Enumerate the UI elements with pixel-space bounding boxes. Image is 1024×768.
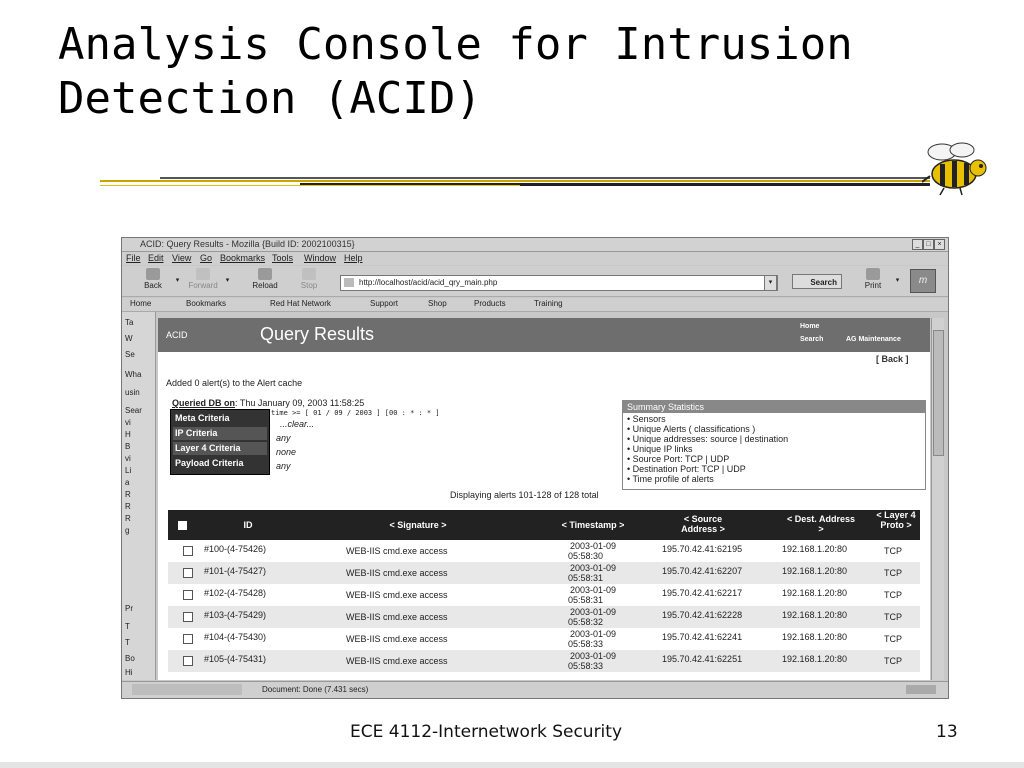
- browser-sidebar: [122, 312, 156, 680]
- alert-id-link[interactable]: #105-(4-75431): [204, 654, 267, 664]
- yellow-jacket-bee-icon: [922, 140, 988, 196]
- menu-file[interactable]: File: [126, 253, 141, 263]
- bookmarks-toolbar: [122, 298, 948, 312]
- menu-go[interactable]: Go: [200, 253, 213, 263]
- alert-id-link[interactable]: #104-(4-75430): [204, 632, 267, 642]
- menu-bookmarks[interactable]: Bookmarks: [220, 253, 266, 263]
- bookmark-shop[interactable]: Shop: [428, 299, 447, 308]
- reload-icon: [258, 268, 272, 280]
- summary-statistics-panel: [622, 400, 926, 490]
- sidebar-item[interactable]: T: [125, 622, 130, 631]
- sidebar-tab-label[interactable]: Ta: [125, 318, 134, 327]
- sidebar-item: usin: [125, 388, 140, 397]
- signature-link[interactable]: WEB-IIS cmd.exe access: [346, 634, 448, 644]
- sidebar-item[interactable]: Bo: [125, 654, 135, 663]
- bookmark-training[interactable]: Training: [534, 299, 563, 308]
- search-button[interactable]: [792, 274, 842, 289]
- timestamp-date: 2003-01-09: [570, 585, 617, 595]
- col-timestamp[interactable]: < Timestamp >: [561, 520, 625, 530]
- sidebar-item[interactable]: Se: [125, 350, 135, 359]
- clear-link[interactable]: ...clear...: [280, 419, 315, 429]
- timestamp-date: 2003-01-09: [570, 541, 617, 551]
- signature-link[interactable]: WEB-IIS cmd.exe access: [346, 546, 448, 556]
- scrollbar-thumb[interactable]: [933, 330, 944, 456]
- timestamp-time: 05:58:33: [568, 661, 604, 671]
- timestamp-date: 2003-01-09: [570, 629, 617, 639]
- window-title: ACID: Query Results - Mozilla {Build ID: 2002100315}: [140, 239, 355, 249]
- proto-value: TCP: [884, 568, 902, 578]
- page-icon: [344, 278, 354, 287]
- minimize-icon[interactable]: _: [912, 239, 923, 250]
- summary-item-destination-port[interactable]: • Destination Port: TCP | UDP: [627, 464, 746, 474]
- summary-item-unique-alerts[interactable]: • Unique Alerts ( classifications ): [627, 424, 756, 434]
- timestamp-date: 2003-01-09: [570, 563, 617, 573]
- back-button-label: Back: [144, 281, 162, 290]
- dest-address-link[interactable]: 192.168.1.20:80: [782, 588, 848, 598]
- sidebar-item[interactable]: R: [125, 490, 131, 499]
- summary-item-unique-addresses[interactable]: • Unique addresses: source | destination: [627, 434, 789, 444]
- dest-address-link[interactable]: 192.168.1.20:80: [782, 654, 848, 664]
- alert-cache-message: Added 0 alert(s) to the Alert cache: [166, 378, 303, 388]
- navigation-toolbar: [122, 266, 948, 297]
- sidebar-item[interactable]: R: [125, 514, 131, 523]
- summary-item-label: Time profile of alerts: [632, 474, 714, 484]
- bookmark-support[interactable]: Support: [370, 299, 399, 308]
- displaying-count: Displaying alerts 101-128 of 128 total: [450, 490, 599, 500]
- dest-address-link[interactable]: 192.168.1.20:80: [782, 566, 848, 576]
- table-row: [168, 650, 920, 672]
- timestamp-time: 05:58:32: [568, 617, 604, 627]
- col-id[interactable]: ID: [243, 520, 253, 530]
- summary-item-label: Source Port: TCP | UDP: [632, 454, 730, 464]
- summary-item-time-profile[interactable]: • Time profile of alerts: [627, 474, 714, 484]
- row-checkbox[interactable]: [183, 656, 193, 666]
- table-row: [168, 584, 920, 606]
- row-checkbox[interactable]: [183, 546, 193, 556]
- vertical-scrollbar[interactable]: [931, 318, 944, 680]
- source-address-link[interactable]: 195.70.42.41:62195: [662, 544, 743, 554]
- source-address-link[interactable]: 195.70.42.41:62207: [662, 566, 743, 576]
- stop-button-label: Stop: [300, 281, 318, 290]
- print-dropdown-icon[interactable]: ▾: [895, 277, 900, 284]
- payload-criteria-value: any: [276, 461, 291, 471]
- row-checkbox[interactable]: [183, 590, 193, 600]
- url-dropdown-icon[interactable]: ▾: [764, 275, 777, 291]
- close-icon[interactable]: ×: [934, 239, 945, 250]
- source-address-link[interactable]: 195.70.42.41:62228: [662, 610, 743, 620]
- status-icons[interactable]: [132, 684, 242, 695]
- bottom-bar: [0, 762, 1024, 768]
- menu-window[interactable]: Window: [304, 253, 337, 263]
- proto-value: TCP: [884, 590, 902, 600]
- queried-db: [172, 398, 364, 408]
- sidebar-item[interactable]: vi: [125, 418, 131, 427]
- table-row: [168, 562, 920, 584]
- col-signature[interactable]: < Signature >: [389, 520, 447, 530]
- maximize-icon[interactable]: □: [923, 239, 934, 250]
- proto-value: TCP: [884, 634, 902, 644]
- payload-criteria-link[interactable]: Payload Criteria: [175, 458, 244, 468]
- sidebar-item[interactable]: g: [125, 526, 130, 535]
- time-criteria: time >= [ 01 / 09 / 2003 ] [00 : * : * ]: [271, 409, 440, 417]
- search-button-label: Search: [810, 278, 837, 287]
- summary-item-sensors[interactable]: • Sensors: [627, 414, 666, 424]
- bookmark-bookmarks[interactable]: Bookmarks: [186, 299, 227, 308]
- dest-address-link[interactable]: 192.168.1.20:80: [782, 544, 848, 554]
- page-heading: Query Results: [260, 324, 375, 344]
- back-button[interactable]: [136, 268, 170, 294]
- back-link[interactable]: [ Back ]: [876, 354, 909, 364]
- bookmark-products[interactable]: Products: [474, 299, 506, 308]
- sidebar-item: Sear: [125, 406, 142, 415]
- source-address-link[interactable]: 195.70.42.41:62251: [662, 654, 743, 664]
- summary-item-unique-ip-links[interactable]: • Unique IP links: [627, 444, 693, 454]
- acid-brand: ACID: [166, 330, 188, 340]
- sidebar-item[interactable]: R: [125, 502, 131, 511]
- col-source-address[interactable]: < Source Address >: [681, 514, 725, 534]
- col-dest-address[interactable]: < Dest. Address >: [787, 514, 855, 534]
- dest-address-link[interactable]: 192.168.1.20:80: [782, 610, 848, 620]
- url-bar[interactable]: [340, 275, 778, 291]
- timestamp-time: 05:58:31: [568, 595, 604, 605]
- sidebar-item[interactable]: Li: [125, 466, 132, 475]
- signature-link[interactable]: WEB-IIS cmd.exe access: [346, 656, 448, 666]
- signature-link[interactable]: WEB-IIS cmd.exe access: [346, 612, 448, 622]
- signature-link[interactable]: WEB-IIS cmd.exe access: [346, 568, 448, 578]
- signature-link[interactable]: WEB-IIS cmd.exe access: [346, 590, 448, 600]
- proto-value: TCP: [884, 546, 902, 556]
- alert-id-link[interactable]: #100-(4-75426): [204, 544, 267, 554]
- queried-value: : Thu January 09, 2003 11:58:25: [235, 398, 365, 408]
- summary-item-label: Destination Port: TCP | UDP: [632, 464, 746, 474]
- sidebar-item[interactable]: B: [125, 442, 131, 451]
- alert-id-link[interactable]: #103-(4-75429): [204, 610, 267, 620]
- sidebar-search-field[interactable]: Wha: [125, 370, 142, 379]
- stop-button[interactable]: [292, 268, 326, 294]
- table-row: [168, 628, 920, 650]
- sidebar-item[interactable]: a: [125, 478, 130, 487]
- forward-arrow-icon: [196, 268, 210, 280]
- timestamp-time: 05:58:31: [568, 573, 604, 583]
- source-address-link[interactable]: 195.70.42.41:62241: [662, 632, 743, 642]
- menu-help[interactable]: Help: [344, 253, 363, 263]
- col-layer4-proto[interactable]: < Layer 4 Proto >: [876, 510, 916, 530]
- source-address-link[interactable]: 195.70.42.41:62217: [662, 588, 743, 598]
- sidebar-item[interactable]: Pr: [125, 604, 133, 613]
- sidebar-item[interactable]: T: [125, 638, 130, 647]
- slide-title-line2: Detection (ACID): [58, 73, 482, 124]
- summary-item-label: Unique Alerts ( classifications ): [632, 424, 756, 434]
- menu-view[interactable]: View: [172, 253, 192, 263]
- summary-item-label: Unique IP links: [632, 444, 693, 454]
- window-titlebar: [122, 238, 948, 252]
- ip-criteria-value: any: [276, 433, 291, 443]
- reload-button-label: Reload: [252, 281, 278, 290]
- page-number: 13: [936, 722, 958, 742]
- menu-edit[interactable]: Edit: [148, 253, 164, 263]
- print-button-label: Print: [864, 281, 882, 290]
- status-bar: [122, 681, 948, 698]
- select-all-checkbox[interactable]: [178, 521, 187, 530]
- slide-title-line1: Analysis Console for Intrusion: [58, 19, 853, 70]
- table-header: [168, 510, 920, 540]
- summary-item-source-port[interactable]: • Source Port: TCP | UDP: [627, 454, 730, 464]
- mozilla-logo-icon: m: [910, 269, 936, 293]
- stop-icon: [302, 268, 316, 280]
- row-checkbox[interactable]: [183, 612, 193, 622]
- row-checkbox[interactable]: [183, 634, 193, 644]
- dest-address-link[interactable]: 192.168.1.20:80: [782, 632, 848, 642]
- timestamp-time: 05:58:33: [568, 639, 604, 649]
- proto-value: TCP: [884, 612, 902, 622]
- search-link[interactable]: Search: [800, 336, 824, 343]
- url-text: http://localhost/acid/acid_qry_main.php: [359, 278, 498, 287]
- timestamp-date: 2003-01-09: [570, 651, 617, 661]
- sidebar-item[interactable]: H: [125, 430, 131, 439]
- summary-item-label: Unique addresses: source | destination: [632, 434, 789, 444]
- forward-button[interactable]: [186, 268, 220, 294]
- print-button[interactable]: [856, 268, 890, 294]
- table-row: [168, 606, 920, 628]
- reload-button[interactable]: [248, 268, 282, 294]
- layer4-criteria-value: none: [276, 447, 297, 457]
- alert-id-link[interactable]: #101-(4-75427): [204, 566, 267, 576]
- back-dropdown-icon[interactable]: ▾: [175, 277, 180, 284]
- sidebar-item[interactable]: Hi: [125, 668, 133, 677]
- menu-bar: [122, 252, 948, 265]
- bookmark-home[interactable]: Home: [130, 299, 152, 308]
- forward-button-label: Forward: [188, 281, 218, 290]
- acid-header: [158, 318, 930, 352]
- row-checkbox[interactable]: [183, 568, 193, 578]
- timestamp-time: 05:58:30: [568, 551, 604, 561]
- alert-id-link[interactable]: #102-(4-75428): [204, 588, 267, 598]
- summary-item-label: Sensors: [632, 414, 666, 424]
- layer4-criteria-link[interactable]: Layer 4 Criteria: [173, 442, 267, 455]
- ip-criteria-link[interactable]: IP Criteria: [173, 427, 267, 440]
- timestamp-date: 2003-01-09: [570, 607, 617, 617]
- printer-icon: [866, 268, 880, 280]
- bookmark-red-hat-network[interactable]: Red Hat Network: [270, 299, 331, 308]
- browser-window: [121, 237, 949, 699]
- security-lock-icon: [906, 685, 936, 694]
- forward-dropdown-icon[interactable]: ▾: [225, 277, 230, 284]
- ag-maintenance-link[interactable]: AG Maintenance: [846, 336, 901, 343]
- summary-statistics-title: Summary Statistics: [623, 401, 925, 413]
- criteria-panel: [170, 409, 270, 475]
- status-text: Document: Done (7.431 secs): [262, 685, 369, 694]
- back-arrow-icon: [146, 268, 160, 280]
- proto-value: TCP: [884, 656, 902, 666]
- menu-tools[interactable]: Tools: [272, 253, 294, 263]
- footer-course: ECE 4112-Internetwork Security: [350, 722, 623, 742]
- sidebar-item[interactable]: W: [125, 334, 133, 343]
- home-link[interactable]: Home: [800, 323, 820, 330]
- page-content: [158, 318, 930, 680]
- title-rule: [100, 176, 930, 188]
- queried-label: Queried DB on: [172, 398, 236, 408]
- table-row: [168, 540, 920, 562]
- meta-criteria-link[interactable]: Meta Criteria: [175, 413, 230, 423]
- slide-title: [58, 18, 918, 126]
- sidebar-item[interactable]: vi: [125, 454, 131, 463]
